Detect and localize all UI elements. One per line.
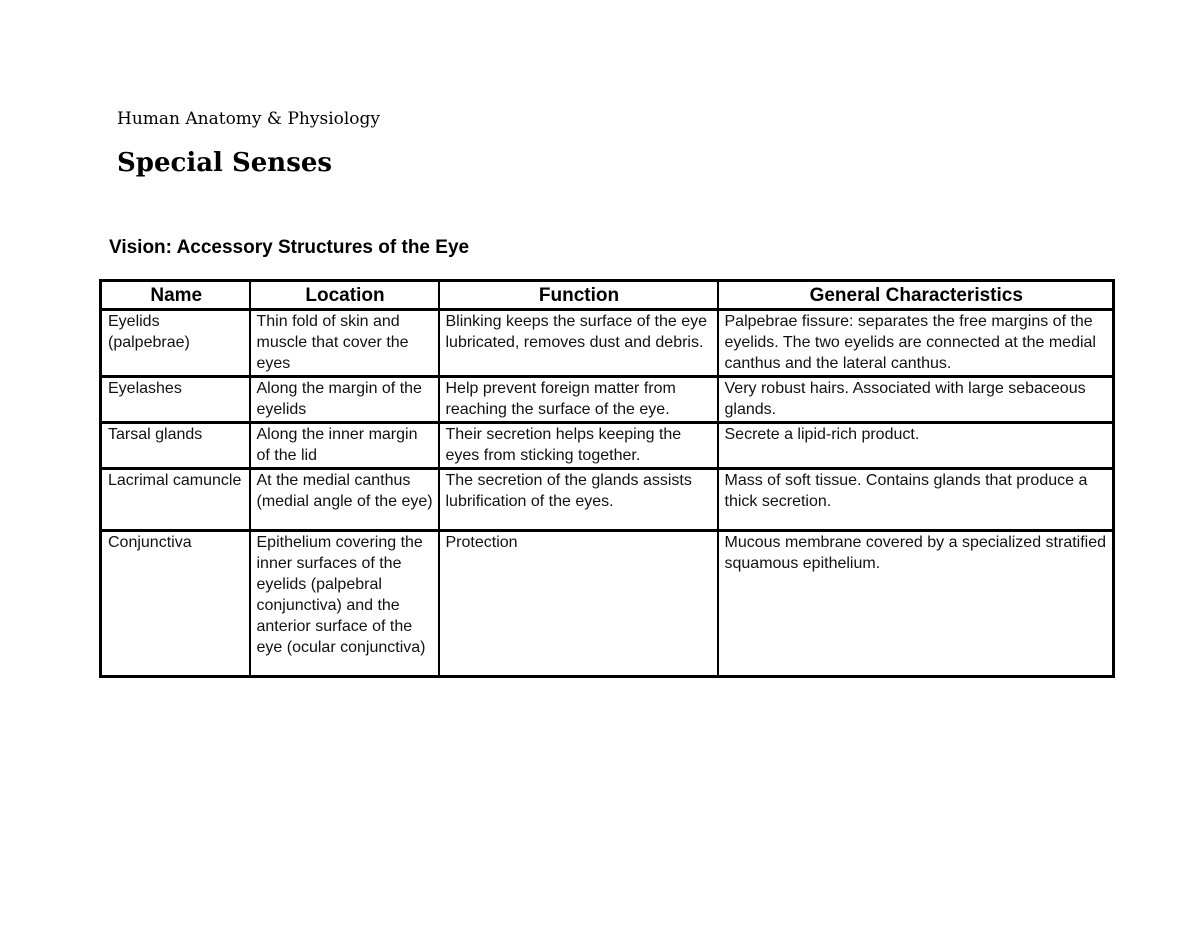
column-header-name: Name [101, 281, 250, 310]
cell-characteristics: Very robust hairs. Associated with large sebaceous glands. [718, 377, 1114, 423]
cell-location: At the medial canthus (medial angle of the eye) [250, 469, 439, 531]
cell-location: Along the margin of the eyelids [250, 377, 439, 423]
column-header-characteristics: General Characteristics [718, 281, 1114, 310]
table-row [101, 377, 1114, 423]
accessory-structures-table [99, 279, 1115, 678]
cell-location: Along the inner margin of the lid [250, 423, 439, 469]
cell-location: Thin fold of skin and muscle that cover the eyes [250, 310, 439, 377]
column-header-function: Function [439, 281, 718, 310]
cell-function: Their secretion helps keeping the eyes from sticking together. [439, 423, 718, 469]
cell-characteristics: Palpebrae fissure: separates the free margins of the eyelids. The two eyelids are connected at the medial canthus and the lateral canthus. [718, 310, 1114, 377]
table-header-row [101, 281, 1114, 310]
cell-name: Tarsal glands [101, 423, 250, 469]
table-row [101, 423, 1114, 469]
cell-function: Help prevent foreign matter from reaching the surface of the eye. [439, 377, 718, 423]
cell-function: Protection [439, 531, 718, 677]
cell-function: Blinking keeps the surface of the eye lubricated, removes dust and debris. [439, 310, 718, 377]
cell-characteristics: Mass of soft tissue. Contains glands that produce a thick secretion. [718, 469, 1114, 531]
cell-location: Epithelium covering the inner surfaces of the eyelids (palpebral conjunctiva) and the anterior surface of the eye (ocular conjunctiva) [250, 531, 439, 677]
cell-function: The secretion of the glands assists lubrification of the eyes. [439, 469, 718, 531]
cell-name: Eyelids (palpebrae) [101, 310, 250, 377]
unit-title: Special Senses [117, 148, 333, 178]
cell-name: Conjunctiva [101, 531, 250, 677]
cell-name: Eyelashes [101, 377, 250, 423]
cell-characteristics: Mucous membrane covered by a specialized stratified squamous epithelium. [718, 531, 1114, 677]
cell-characteristics: Secrete a lipid-rich product. [718, 423, 1114, 469]
column-header-location: Location [250, 281, 439, 310]
table-row [101, 310, 1114, 377]
table-row [101, 469, 1114, 531]
table-row [101, 531, 1114, 677]
section-title: Vision: Accessory Structures of the Eye [109, 237, 470, 258]
course-title: Human Anatomy & Physiology [117, 109, 381, 129]
cell-name: Lacrimal camuncle [101, 469, 250, 531]
